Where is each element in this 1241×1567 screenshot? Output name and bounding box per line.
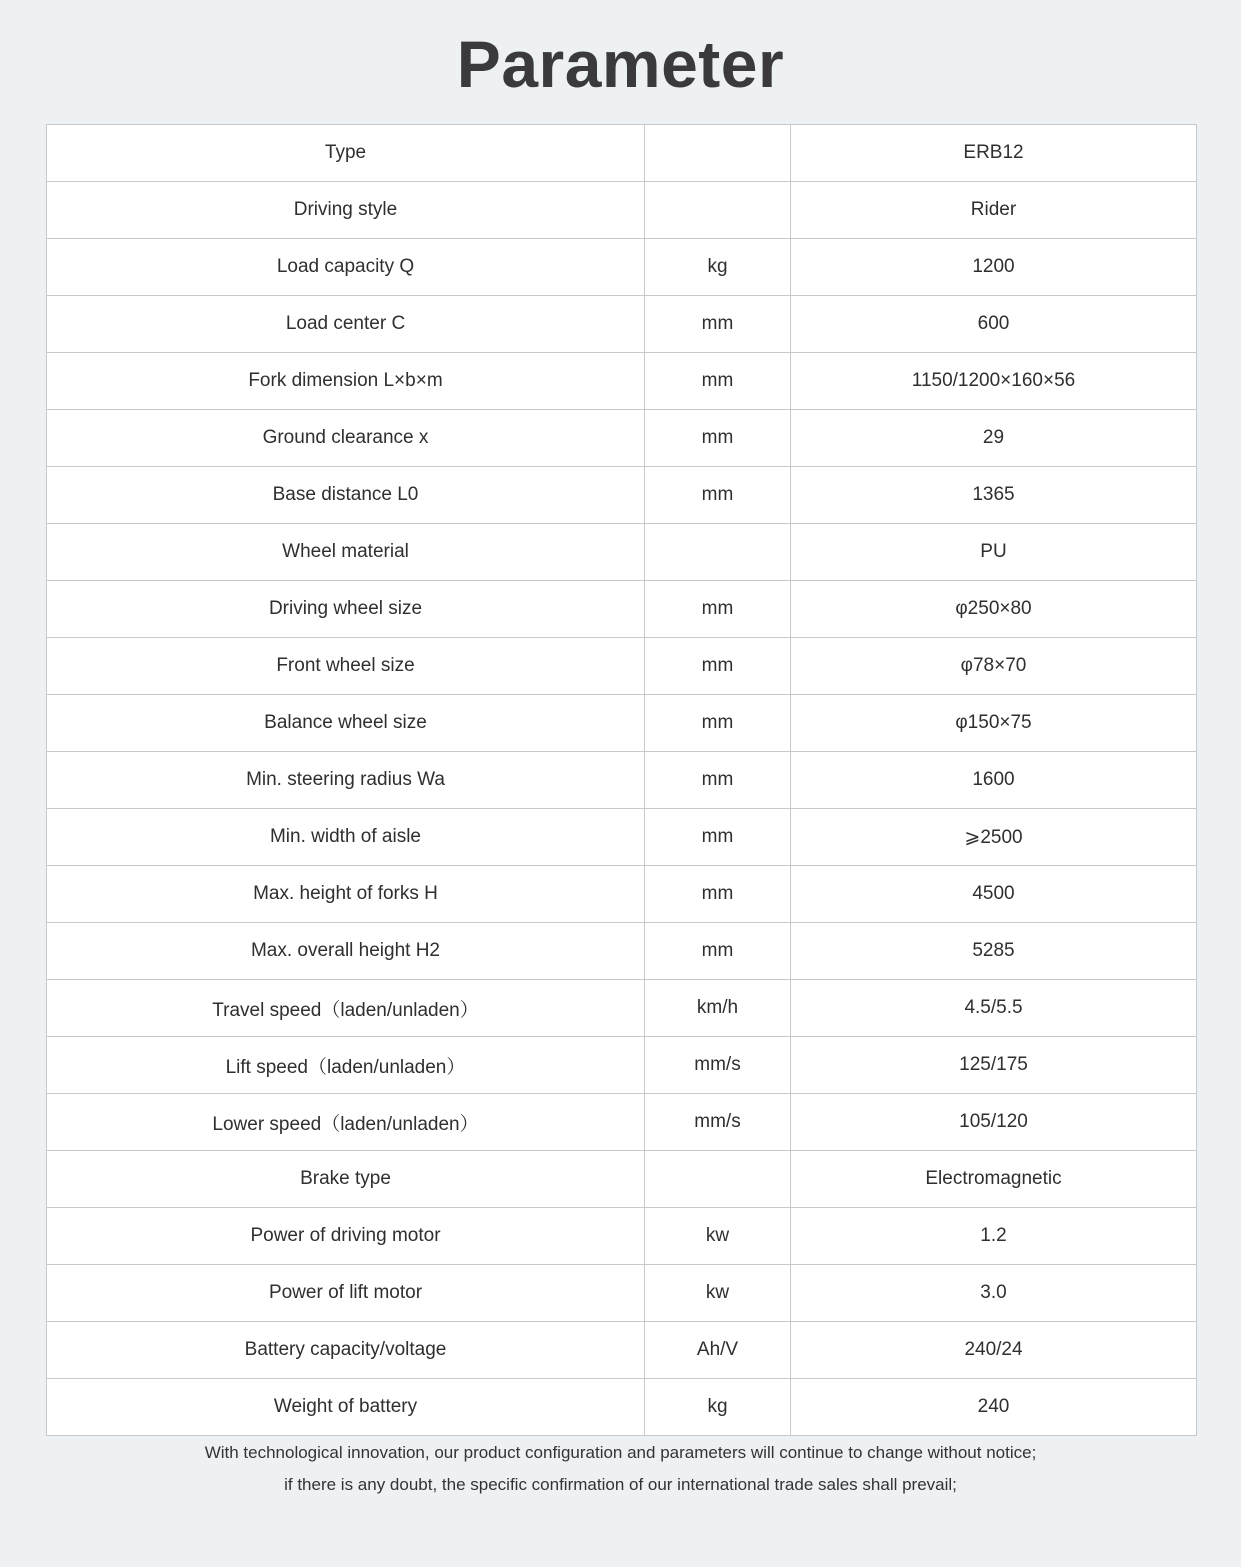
value-cell: 240 <box>791 1379 1197 1436</box>
unit-cell: mm/s <box>645 1094 791 1151</box>
parameter-name-cell: Lower speed（laden/unladen） <box>47 1094 645 1151</box>
value-cell: PU <box>791 524 1197 581</box>
value-cell: Rider <box>791 182 1197 239</box>
value-cell: φ250×80 <box>791 581 1197 638</box>
unit-cell: kw <box>645 1265 791 1322</box>
disclaimer-line-2: if there is any doubt, the specific confirmation of our international trade sales shall prevail; <box>284 1475 957 1494</box>
parameter-table-body <box>47 125 1197 1436</box>
parameter-name-cell: Front wheel size <box>47 638 645 695</box>
unit-cell: mm <box>645 296 791 353</box>
parameter-name-cell: Power of driving motor <box>47 1208 645 1265</box>
value-cell: ⩾2500 <box>791 809 1197 866</box>
table-row <box>47 353 1197 410</box>
parameter-name-cell: Max. overall height H2 <box>47 923 645 980</box>
disclaimer-line-1: With technological innovation, our product configuration and parameters will continue to change without notice; <box>204 1443 1037 1462</box>
table-row <box>47 524 1197 581</box>
table-row <box>47 1094 1197 1151</box>
table-row <box>47 809 1197 866</box>
unit-cell: mm/s <box>645 1037 791 1094</box>
parameter-name-cell: Balance wheel size <box>47 695 645 752</box>
unit-cell <box>645 125 791 182</box>
unit-cell: Ah/V <box>645 1322 791 1379</box>
parameter-name-cell: Wheel material <box>47 524 645 581</box>
table-row <box>47 296 1197 353</box>
table-row <box>47 467 1197 524</box>
parameter-name-cell: Load capacity Q <box>47 239 645 296</box>
parameter-name-cell: Lift speed（laden/unladen） <box>47 1037 645 1094</box>
parameter-name-cell: Battery capacity/voltage <box>47 1322 645 1379</box>
value-cell: φ78×70 <box>791 638 1197 695</box>
table-row <box>47 1208 1197 1265</box>
table-row <box>47 1037 1197 1094</box>
value-cell: 29 <box>791 410 1197 467</box>
value-cell: 1150/1200×160×56 <box>791 353 1197 410</box>
unit-cell: kw <box>645 1208 791 1265</box>
unit-cell <box>645 182 791 239</box>
table-row <box>47 581 1197 638</box>
parameter-name-cell: Travel speed（laden/unladen） <box>47 980 645 1037</box>
table-row <box>47 182 1197 239</box>
value-cell: 1200 <box>791 239 1197 296</box>
table-row <box>47 1379 1197 1436</box>
value-cell: 1365 <box>791 467 1197 524</box>
parameter-name-cell: Fork dimension L×b×m <box>47 353 645 410</box>
unit-cell <box>645 524 791 581</box>
table-row <box>47 695 1197 752</box>
value-cell: 1600 <box>791 752 1197 809</box>
table-row <box>47 125 1197 182</box>
table-row <box>47 410 1197 467</box>
value-cell: 4500 <box>791 866 1197 923</box>
parameter-name-cell: Driving style <box>47 182 645 239</box>
value-cell: 600 <box>791 296 1197 353</box>
table-row <box>47 638 1197 695</box>
unit-cell: mm <box>645 410 791 467</box>
unit-cell: km/h <box>645 980 791 1037</box>
table-row <box>47 866 1197 923</box>
unit-cell: mm <box>645 923 791 980</box>
table-row <box>47 1322 1197 1379</box>
parameter-name-cell: Min. width of aisle <box>47 809 645 866</box>
unit-cell: mm <box>645 866 791 923</box>
value-cell: Electromagnetic <box>791 1151 1197 1208</box>
parameter-table <box>46 124 1197 1436</box>
parameter-name-cell: Base distance L0 <box>47 467 645 524</box>
unit-cell: kg <box>645 1379 791 1436</box>
parameter-name-cell: Min. steering radius Wa <box>47 752 645 809</box>
table-row <box>47 980 1197 1037</box>
unit-cell: mm <box>645 353 791 410</box>
table-row <box>47 1151 1197 1208</box>
unit-cell: mm <box>645 467 791 524</box>
parameter-name-cell: Brake type <box>47 1151 645 1208</box>
unit-cell: kg <box>645 239 791 296</box>
parameter-name-cell: Load center C <box>47 296 645 353</box>
table-row <box>47 1265 1197 1322</box>
parameter-name-cell: Ground clearance x <box>47 410 645 467</box>
table-row <box>47 752 1197 809</box>
value-cell: ERB12 <box>791 125 1197 182</box>
value-cell: φ150×75 <box>791 695 1197 752</box>
page-title: Parameter <box>456 27 785 101</box>
parameter-name-cell: Driving wheel size <box>47 581 645 638</box>
value-cell: 5285 <box>791 923 1197 980</box>
unit-cell: mm <box>645 638 791 695</box>
unit-cell: mm <box>645 752 791 809</box>
unit-cell: mm <box>645 581 791 638</box>
value-cell: 1.2 <box>791 1208 1197 1265</box>
table-row <box>47 923 1197 980</box>
unit-cell: mm <box>645 809 791 866</box>
value-cell: 3.0 <box>791 1265 1197 1322</box>
parameter-name-cell: Weight of battery <box>47 1379 645 1436</box>
parameter-name-cell: Type <box>47 125 645 182</box>
value-cell: 240/24 <box>791 1322 1197 1379</box>
table-row <box>47 239 1197 296</box>
parameter-name-cell: Max. height of forks H <box>47 866 645 923</box>
value-cell: 4.5/5.5 <box>791 980 1197 1037</box>
unit-cell <box>645 1151 791 1208</box>
unit-cell: mm <box>645 695 791 752</box>
parameter-name-cell: Power of lift motor <box>47 1265 645 1322</box>
value-cell: 105/120 <box>791 1094 1197 1151</box>
value-cell: 125/175 <box>791 1037 1197 1094</box>
